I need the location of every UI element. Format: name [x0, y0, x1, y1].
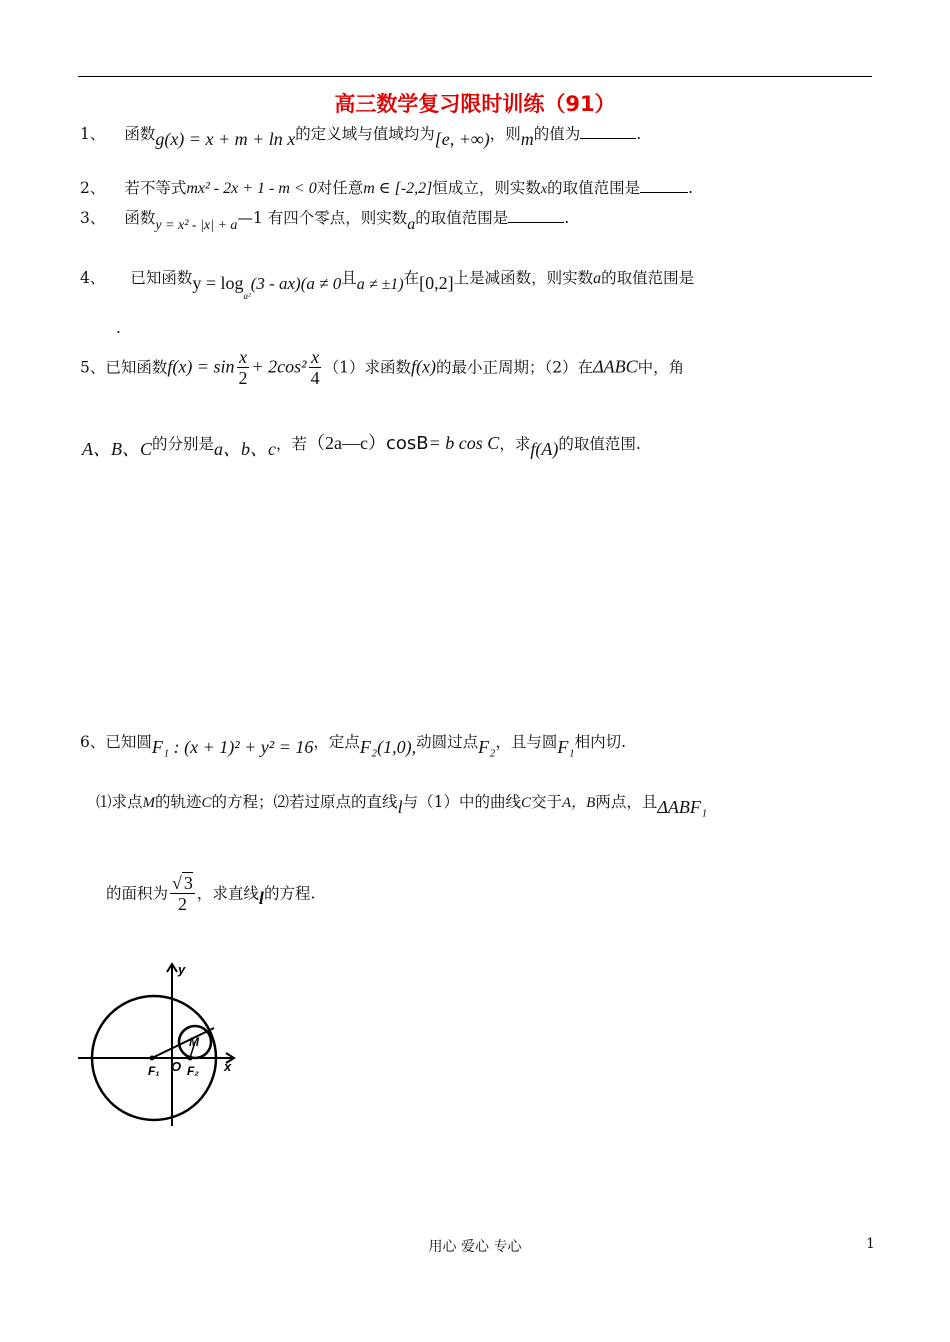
answer-blank: [580, 122, 636, 139]
page-number: 1: [866, 1236, 875, 1252]
question-4: 4、 已知函数$y = \log_{a^2}(3 - ax)(a \ne 0$且a ≠ ±1)在[0,2]上是减函数，则实数a的取值范围是: [80, 269, 695, 301]
circle-diagram: [74, 958, 244, 1132]
f2-label: F₂: [187, 1064, 199, 1078]
question-5: 5、已知函数f(x) = sin $\frac{x}{2}$ + 2cos² $\frac{x}{4}$ （1）求函数f(x)的最小正周期；（2）在ΔABC中，角: [80, 347, 685, 388]
question-6: 6、已知圆F₁ : (x + 1)² + y² = 16，定点F₂(1,0),动圆过点F₂，且与圆F₁相内切.: [80, 733, 627, 757]
question-6-continued: 的面积为 $\frac{√ 3}{2}$ ，求直线l的方程.: [106, 873, 316, 914]
answer-blank: [508, 206, 564, 223]
question-5-continued: A、B、C的分别是a、b、c，若（2a—c）cosB= b cos C，求f(A)的取值范围.: [82, 433, 641, 459]
f1-label: F₁: [148, 1064, 160, 1078]
q4-end-period: .: [116, 319, 121, 337]
q1-function-expr: g(x) = x + m + ln x: [155, 129, 296, 149]
header-rule: [78, 76, 872, 77]
x-label: x: [224, 1059, 232, 1074]
f1-point: [150, 1056, 155, 1061]
f2-point: [188, 1056, 193, 1061]
fraction-x-over-2: $\frac{x}{2}$: [238, 347, 248, 388]
o-label: O: [171, 1059, 182, 1074]
question-6-part-1-2: ⑴求点M的轨迹C的方程；⑵若过原点的直线l与（1）中的曲线C交于A，B两点，且ΔABF₁: [96, 793, 708, 817]
answer-blank: [640, 176, 688, 193]
fraction-sqrt3-over-2: $\frac{√ 3}{2}$: [172, 873, 193, 914]
y-label: y: [178, 962, 186, 977]
footer-slogan: 用心 爱心 专心: [428, 1239, 522, 1255]
m-label: M: [189, 1035, 199, 1049]
fraction-x-over-4: $\frac{x}{4}$: [310, 347, 320, 388]
question-1: 1、 函数g(x) = x + m + ln x的定义域与值域均为[e, +∞)，则m的值为 .: [80, 122, 641, 145]
question-3: 3、 函数y = x² - |x| + a—1 有四个零点，则实数a的取值范围是 .: [80, 206, 569, 230]
page-title: 高三数学复习限时训练（91）: [334, 92, 616, 116]
question-2: 2、 若不等式mx² - 2x + 1 - m < 0对任意m ∈ [-2,2]恒成立，则实数x的取值范围是 .: [80, 176, 693, 200]
